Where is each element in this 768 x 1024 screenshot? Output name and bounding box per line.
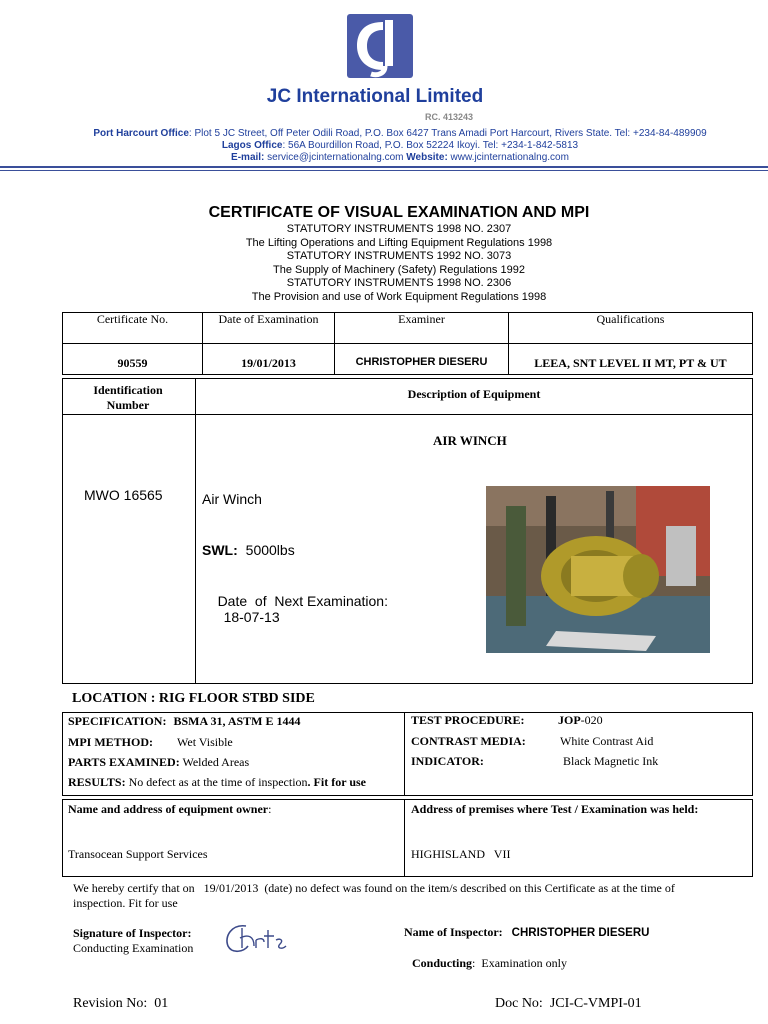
col-header-qualifications: Qualifications xyxy=(596,312,665,326)
results-fit: . Fit for use xyxy=(307,775,366,789)
ph-label: Port Harcourt Office xyxy=(93,128,189,139)
air-winch-photo xyxy=(486,486,710,653)
owner-colon: : xyxy=(268,802,272,816)
test-procedure-number: -020 xyxy=(580,713,603,727)
premises-label: Address of premises where Test / Examination was held: xyxy=(411,802,699,816)
contrast-media-label: CONTRAST MEDIA: xyxy=(411,734,526,748)
signature-sub: Conducting Examination xyxy=(73,941,194,955)
conducting-row xyxy=(406,941,567,971)
description-header: Description of Equipment xyxy=(407,387,541,401)
results-row xyxy=(68,775,366,790)
revision-number: Revision No: 01 xyxy=(73,996,169,1011)
certificate-title: CERTIFICATE OF VISUAL EXAMINATION AND MPI xyxy=(208,204,590,221)
signature-label: Signature of Inspector: xyxy=(73,926,192,940)
document-number: Doc No: JCI-C-VMPI-01 xyxy=(495,996,642,1011)
company-rc: RC. 413243 xyxy=(425,112,474,122)
conducting-label: Conducting xyxy=(412,956,473,970)
parts-value: Welded Areas xyxy=(179,755,250,769)
spec-value: BSMA 31, ASTM E 1444 xyxy=(173,714,301,728)
regulations xyxy=(0,223,768,304)
owner-label: Name and address of equipment owner xyxy=(68,802,269,816)
lagos-text: : 56A Bourdillon Road, P.O. Box 52224 Ikoyi. Tel: +234-1-842-5813 xyxy=(282,140,579,151)
contrast-media-value: White Contrast Aid xyxy=(560,734,654,748)
equipment-id: MWO 16565 xyxy=(84,487,163,503)
reg-line: STATUTORY INSTRUMENTS 1992 NO. 3073 xyxy=(286,250,512,262)
certificate-number: 90559 xyxy=(117,356,148,370)
results-label: RESULTS: xyxy=(68,775,126,789)
indicator-label: INDICATOR: xyxy=(411,754,484,768)
mpi-label: MPI METHOD: xyxy=(68,735,153,749)
examination-date: 19/01/2013 xyxy=(241,356,296,370)
id-number-header: Identification Number xyxy=(93,383,163,412)
company-name: JC International Limited xyxy=(266,86,484,107)
ph-address: : Plot 5 JC Street, Off Peter Odili Road, P.O. Box 6427 Trans Amadi Port Harcourt, Rivers State. Tel: +234-84-489909 xyxy=(188,128,707,139)
inspector-name: CHRISTOPHER DIESERU xyxy=(511,927,650,939)
parts-row xyxy=(68,755,249,770)
website-label: Website: xyxy=(406,152,448,163)
lagos-address xyxy=(0,140,768,151)
col-header-examiner: Examiner xyxy=(398,312,445,326)
contact-line xyxy=(0,152,768,163)
indicator-value: Black Magnetic Ink xyxy=(563,754,659,768)
premises-value: HIGHISLAND VII xyxy=(411,847,511,861)
next-exam-date: 18-07-13 xyxy=(223,609,280,625)
equipment-name: Air Winch xyxy=(202,491,262,507)
header-rule xyxy=(0,166,768,168)
swl-line xyxy=(202,542,295,558)
test-procedure-prefix: JOP xyxy=(558,713,581,727)
website[interactable]: www.jcinternationalng.com xyxy=(447,152,569,163)
col-header-cert-no: Certificate No. xyxy=(96,312,169,326)
certify-line: inspection. Fit for use xyxy=(73,896,178,910)
mpi-value: Wet Visible xyxy=(177,735,233,749)
email-label: E-mail: xyxy=(231,152,265,163)
header-rule-thin xyxy=(0,170,768,171)
lagos-label: Lagos Office xyxy=(221,140,283,151)
parts-label: PARTS EXAMINED: xyxy=(68,755,180,769)
reg-line: STATUTORY INSTRUMENTS 1998 NO. 2307 xyxy=(286,223,512,235)
reg-line: The Provision and use of Work Equipment Regulations 1998 xyxy=(251,290,547,303)
jc-logo-icon xyxy=(345,12,415,80)
conducting-value: : Examination only xyxy=(472,956,568,970)
test-procedure-value xyxy=(558,713,603,728)
company-logo xyxy=(345,12,415,80)
swl-value: 5000lbs xyxy=(245,542,295,558)
owner-value: Transocean Support Services xyxy=(68,847,208,861)
examiner-name: CHRISTOPHER DIESERU xyxy=(355,356,488,368)
spec-label: SPECIFICATION: xyxy=(68,714,167,728)
reg-line: The Supply of Machinery (Safety) Regulations 1992 xyxy=(273,263,525,276)
spec-row xyxy=(68,714,301,729)
reg-line: The Lifting Operations and Lifting Equipment Regulations 1998 xyxy=(245,236,553,249)
owner-label-row xyxy=(68,802,271,817)
next-exam-line xyxy=(202,577,388,641)
qualifications: LEEA, SNT LEVEL II MT, PT & UT xyxy=(534,356,727,370)
reg-line: STATUTORY INSTRUMENTS 1998 NO. 2306 xyxy=(286,277,512,289)
handwritten-signature xyxy=(218,918,298,962)
results-value: No defect as at the time of inspection xyxy=(125,775,308,789)
swl-label: SWL: xyxy=(202,542,238,558)
inspector-name-label: Name of Inspector: xyxy=(404,925,503,939)
port-harcourt-address xyxy=(0,128,768,139)
equipment-title: AIR WINCH xyxy=(433,433,507,448)
col-header-date: Date of Examination xyxy=(218,312,319,326)
location: LOCATION : RIG FLOOR STBD SIDE xyxy=(72,691,315,706)
mpi-row xyxy=(68,735,153,750)
test-procedure-label: TEST PROCEDURE: xyxy=(411,713,525,727)
certify-line: We hereby certify that on 19/01/2013 (date) no defect was found on the item/s described on this Certificate as at the time of xyxy=(73,881,675,895)
next-exam-label: Date of Next Examination: xyxy=(217,593,388,609)
certification-statement xyxy=(73,881,753,911)
email[interactable]: service@jcinternationalng.com xyxy=(264,152,407,163)
inspector-name-row xyxy=(404,925,649,940)
